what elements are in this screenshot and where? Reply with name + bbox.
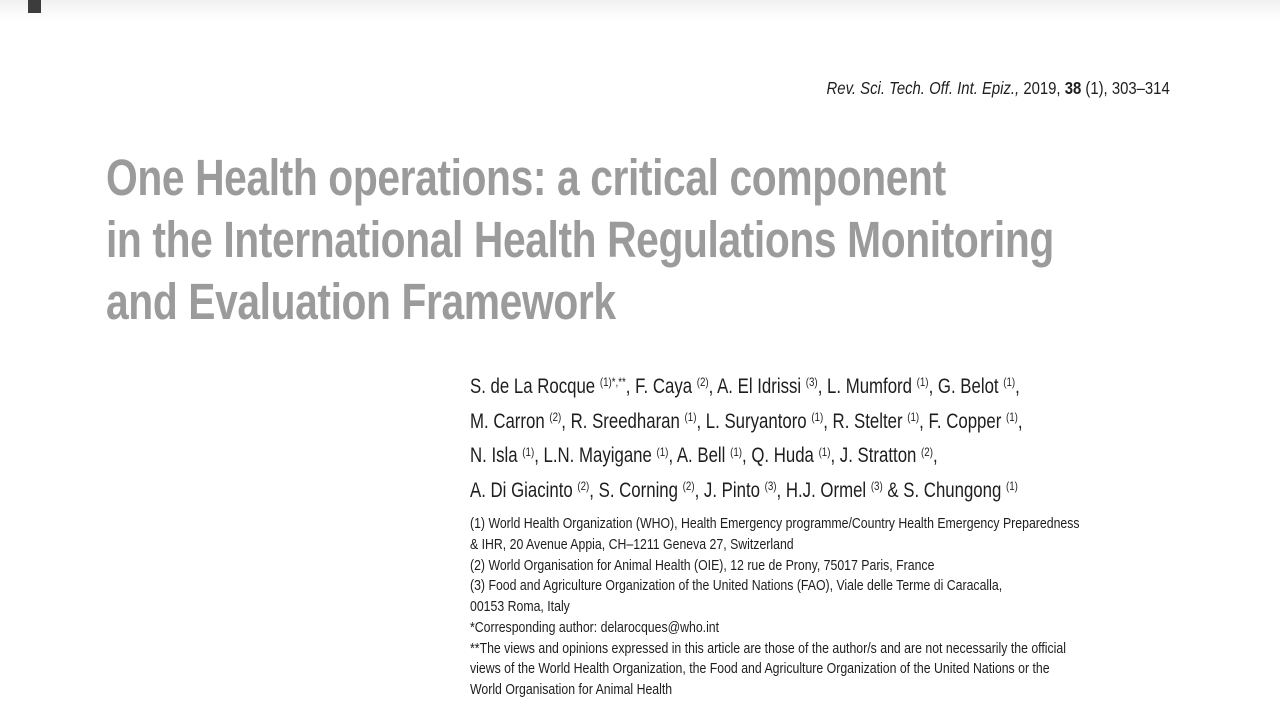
journal-name: Rev. Sci. Tech. Off. Int. Epiz., (826, 78, 1020, 98)
affiliations-block (470, 514, 1080, 701)
author-affiliation-superscript: (1) (907, 409, 920, 424)
affiliation-line-4: (3) Food and Agriculture Organization of the United Nations (FAO), Viale delle Terme di Caracalla, (470, 577, 1003, 595)
author-affiliation-superscript: (1) (916, 375, 929, 390)
author-affiliation-superscript: (1) (522, 444, 535, 459)
author-affiliation-superscript: (1) (1003, 375, 1016, 390)
author-line: M. Carron $^{(2)}$, R. Sreedharan $^{(1)}$, L. Suryantoro $^{(1)}$, R. Stelter $^{(1)}$, F. Copper $^{(1)}$, (470, 409, 1023, 433)
author-affiliation-superscript: (2) (577, 479, 590, 494)
author-affiliation-superscript: (2) (921, 444, 933, 459)
author-affiliation-superscript: (2) (682, 479, 695, 494)
author-affiliation-superscript: (1) (1006, 479, 1018, 494)
author-affiliation-superscript: (1) (811, 409, 824, 424)
author-affiliation-superscript: (1) (1006, 409, 1018, 424)
author-affiliation-superscript: (3) (805, 375, 818, 390)
corresponding-author-line: *Corresponding author: delarocques@who.int (470, 618, 720, 636)
disclaimer-line-3: World Organisation for Animal Health (470, 681, 673, 698)
affiliation-line-3: (2) World Organisation for Animal Health (OIE), 12 rue de Prony, 75017 Paris, France (470, 556, 935, 574)
author-affiliation-superscript: (1) (730, 444, 742, 459)
author-line: A. Di Giacinto $^{(2)}$, S. Corning $^{(2)}$, J. Pinto $^{(3)}$, H.J. Ormel $^{(3)}$ & S. Chungong $^{(1)}$ (470, 478, 1018, 502)
author-line: S. de La Rocque $^{(1)*,**}$, F. Caya $^{(2)}$, A. El Idrissi $^{(3)}$, L. Mumford $^{(1)}$, G. Belot $^{(1)}$, (470, 375, 1020, 398)
author-line: N. Isla $^{(1)}$, L.N. Mayigane $^{(1)}$, A. Bell $^{(1)}$, Q. Huda $^{(1)}$, J. Stratton $^{(2)}$, (470, 444, 938, 468)
author-affiliation-superscript: (3) (764, 479, 777, 494)
journal-citation (827, 77, 1170, 99)
author-affiliation-superscript: (1) (684, 409, 697, 424)
affiliation-line-5: 00153 Roma, Italy (470, 598, 570, 615)
citation-year: 2019, (1019, 78, 1065, 98)
article-title-line-2: in the International Health Regulations Monitoring (106, 211, 1054, 268)
citation-issue-pages: (1), 303–314 (1081, 78, 1170, 98)
author-affiliation-superscript: (1) (818, 444, 831, 459)
author-affiliation-superscript: (2) (549, 409, 562, 424)
disclaimer-line-1: **The views and opinions expressed in this article are those of the author/s and are not necessarily the official (470, 639, 1066, 657)
author-affiliation-superscript: (3) (870, 479, 883, 494)
author-affiliation-superscript: (1)*,** (599, 375, 626, 390)
page-top-shade (0, 0, 1280, 22)
citation-volume: 38 (1064, 78, 1082, 98)
article-title-line-3: and Evaluation Framework (106, 273, 616, 330)
author-affiliation-superscript: (2) (696, 375, 709, 390)
disclaimer-line-2: views of the World Health Organization, the Food and Agriculture Organization of the United Nations or the (470, 660, 1050, 678)
affiliation-line-1: (1) World Health Organization (WHO), Health Emergency programme/Country Health Emergency Preparedness (470, 515, 1080, 532)
article-title (106, 147, 1054, 333)
author-list (470, 371, 1023, 509)
affiliation-line-2: & IHR, 20 Avenue Appia, CH–1211 Geneva 27, Switzerland (470, 535, 794, 553)
article-title-line-1: One Health operations: a critical component (106, 149, 946, 206)
corner-marker (28, 0, 41, 13)
author-affiliation-superscript: (1) (656, 444, 669, 459)
